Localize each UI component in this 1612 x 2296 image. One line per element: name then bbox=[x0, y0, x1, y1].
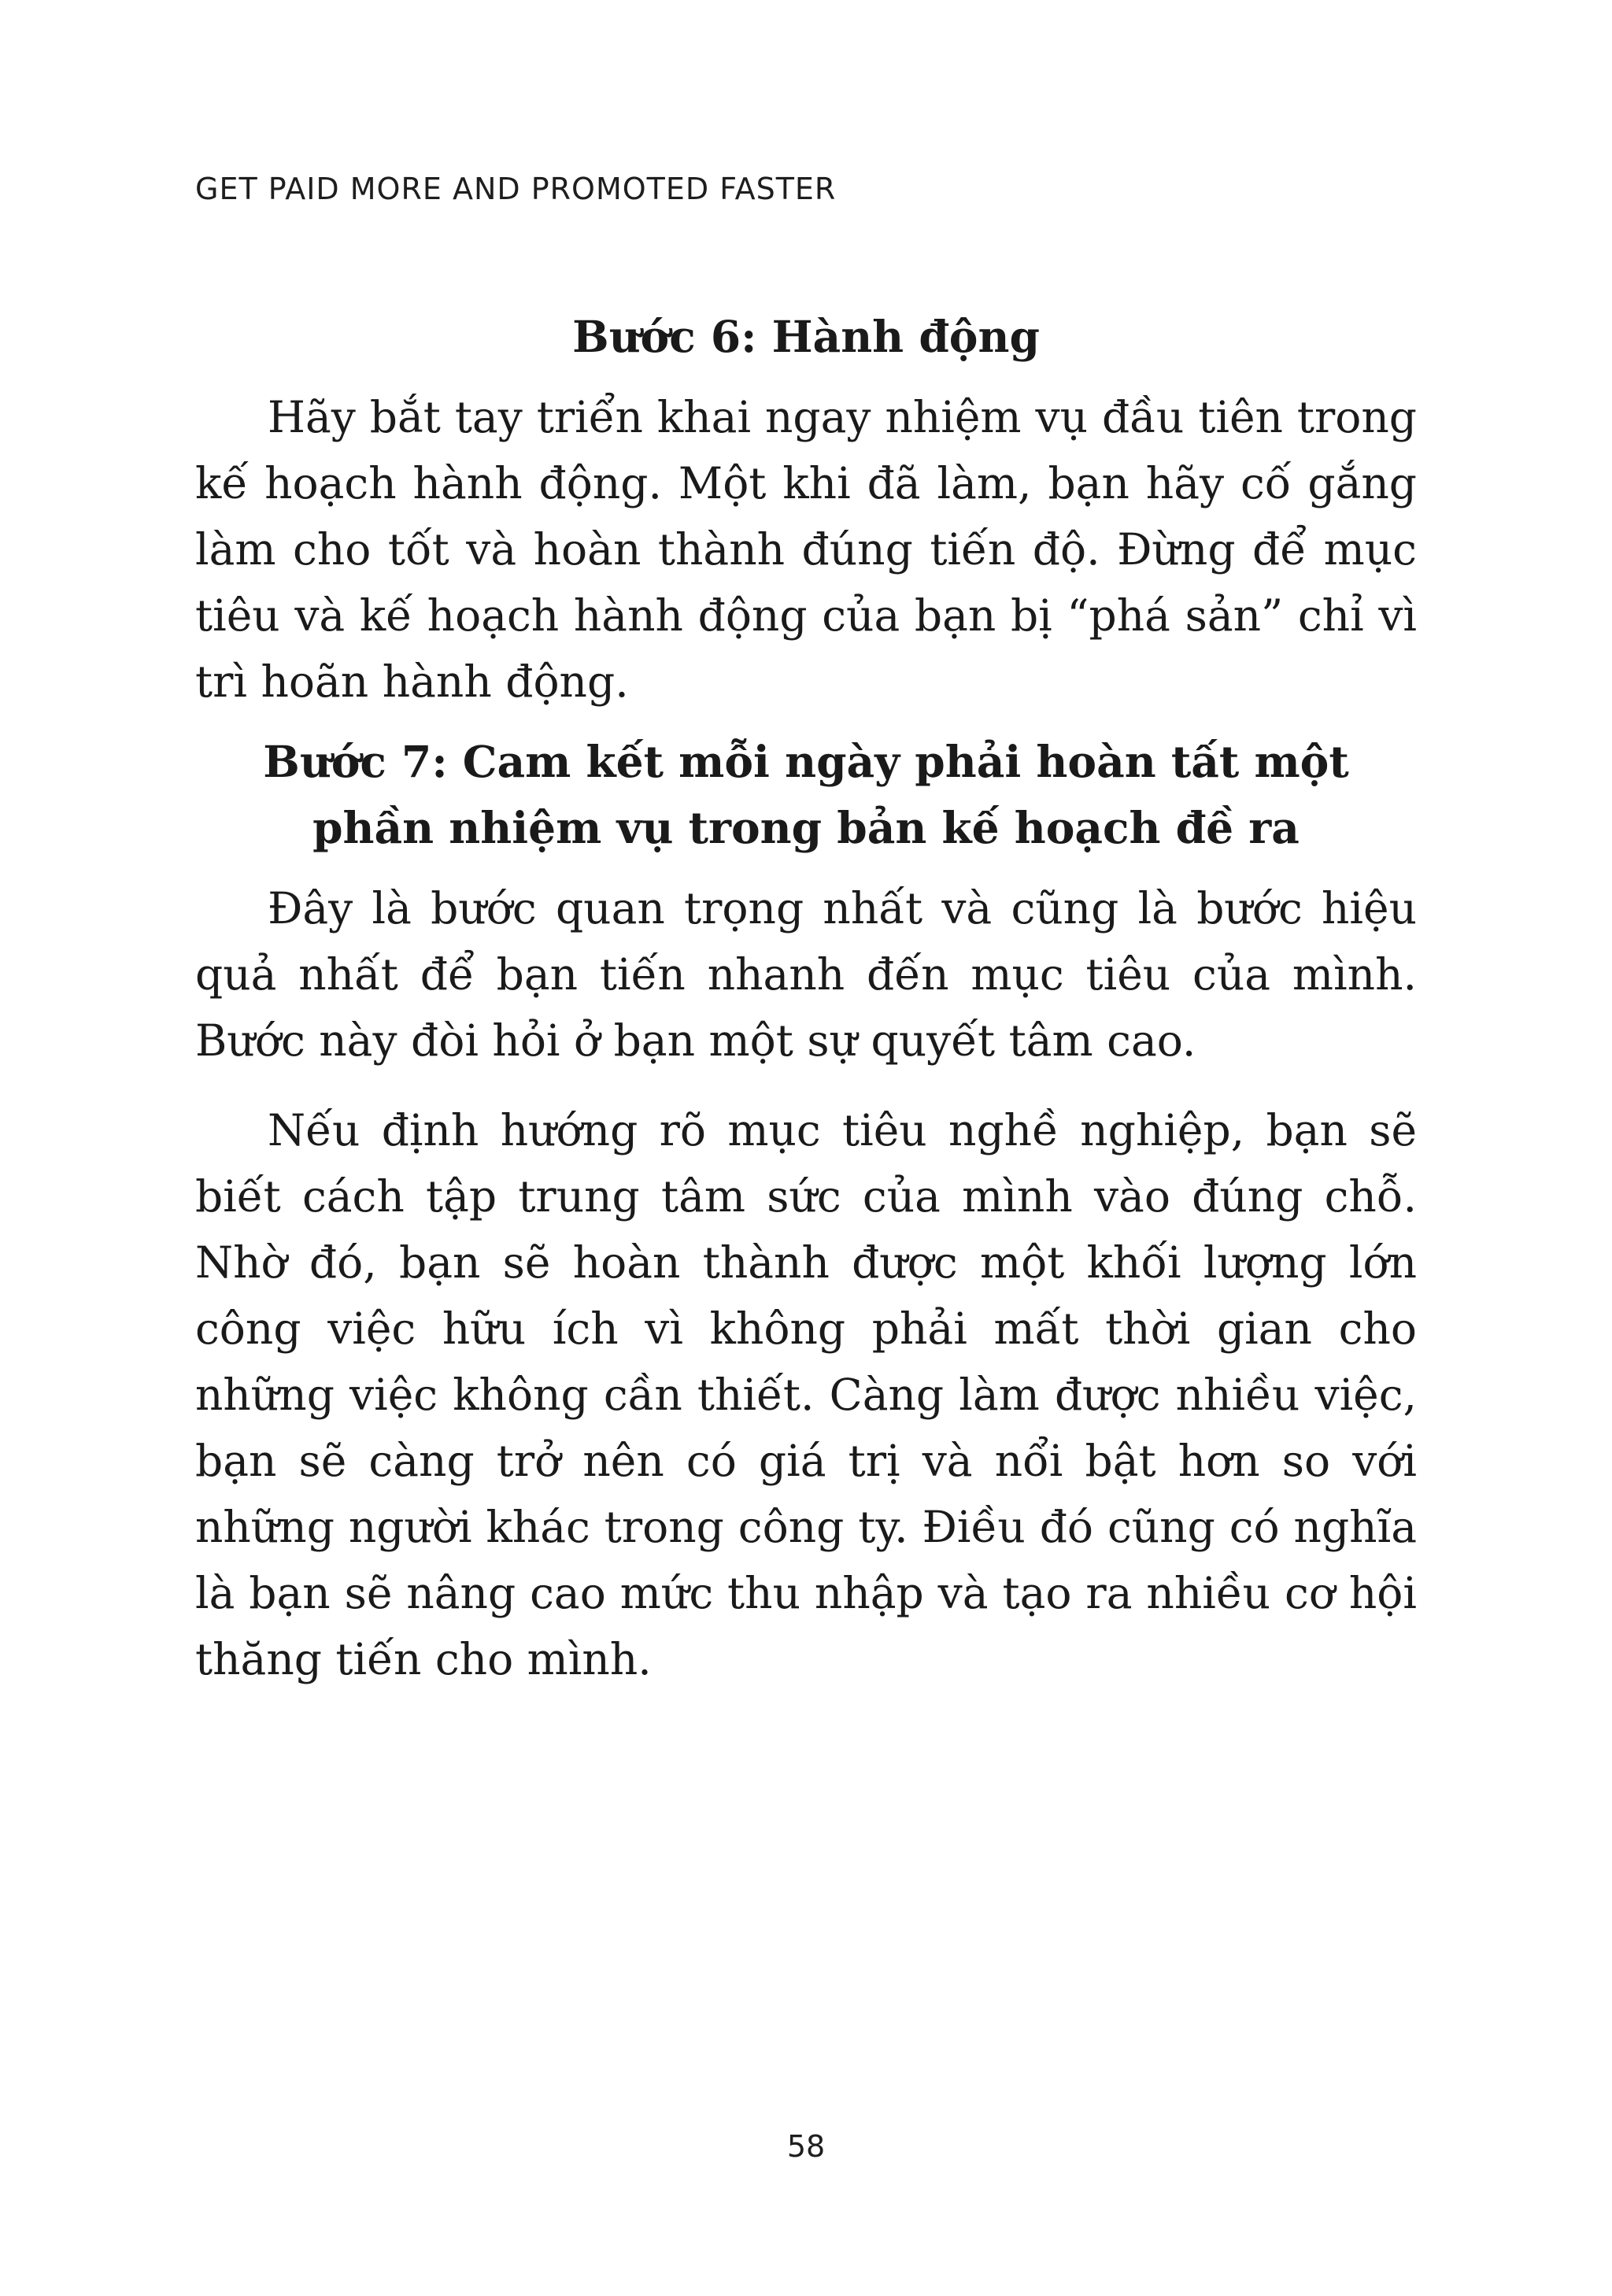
step-6-paragraph: Hãy bắt tay triển khai ngay nhiệm vụ đầu tiên trong kế hoạch hành động. Một khi đã làm, bạn hãy cố gắng làm cho tốt và hoàn thành đúng tiến độ. Đừng để mục tiêu và kế hoạch hành động của bạn bị “phá sản” chỉ vì trì hoãn hành động. bbox=[195, 392, 1417, 707]
step-7-paragraph-1: Đây là bước quan trọng nhất và cũng là bước hiệu quả nhất để bạn tiến nhanh đến mục tiêu của mình. Bước này đòi hỏi ở bạn một sự quyết tâm cao. bbox=[195, 883, 1417, 1066]
page-number: 58 bbox=[786, 2129, 826, 2164]
running-header: GET PAID MORE AND PROMOTED FASTER bbox=[195, 172, 837, 206]
page-body bbox=[195, 304, 1417, 1692]
step-6-heading: Bước 6: Hành động bbox=[572, 311, 1040, 362]
step-7-heading: Bước 7: Cam kết mỗi ngày phải hoàn tất một phần nhiệm vụ trong bản kế hoạch đề ra bbox=[263, 736, 1349, 853]
step-7-paragraph-2: Nếu định hướng rõ mục tiêu nghề nghiệp, bạn sẽ biết cách tập trung tâm sức của mình vào đúng chỗ. Nhờ đó, bạn sẽ hoàn thành được một khối lượng lớn công việc hữu ích vì không phải mất thời gian cho những việc không cần thiết. Càng làm được nhiều việc, bạn sẽ càng trở nên có giá trị và nổi bật hơn so với những người khác trong công ty. Điều đó cũng có nghĩa là bạn sẽ nâng cao mức thu nhập và tạo ra nhiều cơ hội thăng tiến cho mình. bbox=[195, 1105, 1417, 1684]
